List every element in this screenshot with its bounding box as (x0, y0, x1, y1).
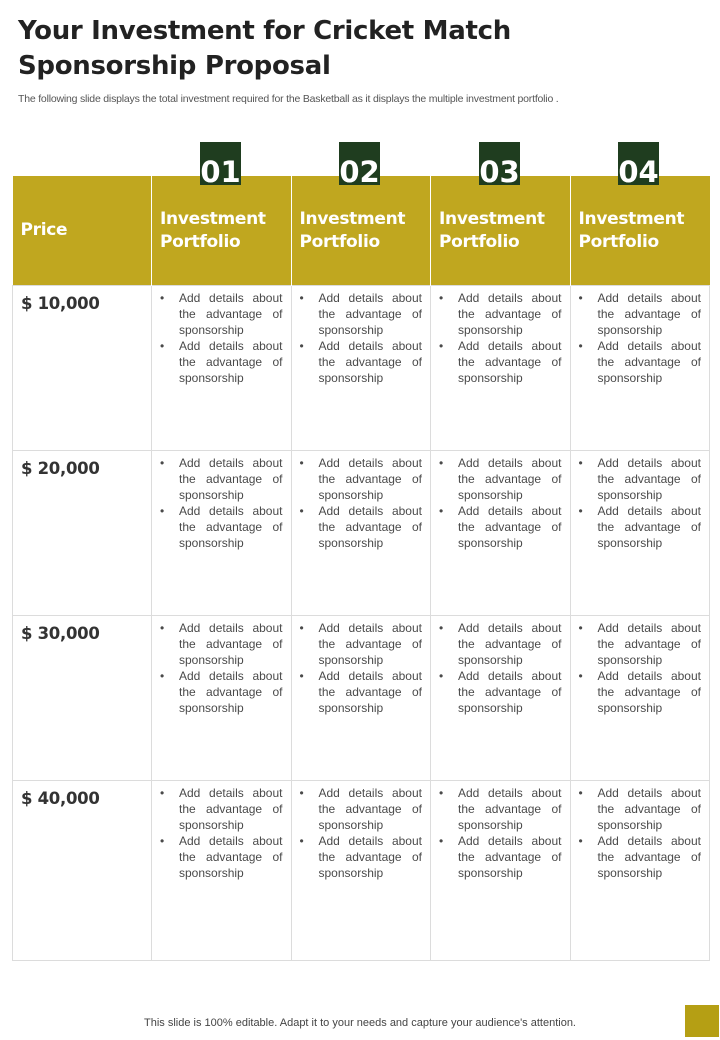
portfolio-column-header: Investment Portfolio (570, 176, 710, 285)
detail-bullet: • Add details about the advantage of sponsorship (439, 833, 562, 881)
detail-bullet: • Add details about the advantage of sponsorship (579, 620, 702, 668)
portfolio-column-header: Investment Portfolio (152, 176, 292, 285)
price-column-header: Price (13, 176, 152, 285)
page-subtitle: The following slide displays the total investment required for the Basketball as it displays the multiple investment portfolio . (18, 93, 559, 105)
detail-bullet: • Add details about the advantage of sponsorship (300, 455, 423, 503)
detail-cell (570, 285, 710, 450)
detail-cell (431, 450, 571, 615)
detail-cell (152, 285, 292, 450)
detail-bullet: • Add details about the advantage of sponsorship (579, 833, 702, 881)
detail-cell (291, 780, 431, 960)
price-cell: $ 30,000 (13, 615, 152, 780)
detail-bullet: • Add details about the advantage of sponsorship (439, 290, 562, 338)
detail-bullet: • Add details about the advantage of sponsorship (439, 785, 562, 833)
table-row (13, 285, 710, 450)
table-header-row (13, 176, 710, 285)
table-row (13, 780, 710, 960)
detail-bullet: • Add details about the advantage of sponsorship (160, 620, 283, 668)
price-cell: $ 20,000 (13, 450, 152, 615)
detail-bullet: • Add details about the advantage of sponsorship (160, 668, 283, 716)
detail-bullet: • Add details about the advantage of sponsorship (160, 290, 283, 338)
detail-bullet: • Add details about the advantage of sponsorship (160, 455, 283, 503)
portfolio-column-header: Investment Portfolio (291, 176, 431, 285)
price-cell: $ 40,000 (13, 780, 152, 960)
detail-bullet: • Add details about the advantage of sponsorship (579, 785, 702, 833)
detail-cell (431, 615, 571, 780)
corner-accent-square (685, 1005, 719, 1037)
detail-bullet: • Add details about the advantage of sponsorship (300, 668, 423, 716)
detail-bullet: • Add details about the advantage of sponsorship (579, 455, 702, 503)
detail-cell (570, 450, 710, 615)
detail-bullet: • Add details about the advantage of sponsorship (439, 668, 562, 716)
table-row (13, 450, 710, 615)
detail-bullet: • Add details about the advantage of sponsorship (160, 338, 283, 386)
detail-bullet: • Add details about the advantage of sponsorship (579, 338, 702, 386)
detail-bullet: • Add details about the advantage of sponsorship (439, 455, 562, 503)
detail-bullet: • Add details about the advantage of sponsorship (439, 620, 562, 668)
investment-table (12, 176, 710, 961)
column-number-badge: 02 (339, 142, 380, 185)
detail-cell (152, 615, 292, 780)
detail-cell (152, 450, 292, 615)
detail-bullet: • Add details about the advantage of sponsorship (160, 785, 283, 833)
detail-bullet: • Add details about the advantage of sponsorship (579, 668, 702, 716)
detail-bullet: • Add details about the advantage of sponsorship (300, 620, 423, 668)
detail-bullet: • Add details about the advantage of sponsorship (579, 503, 702, 551)
detail-bullet: • Add details about the advantage of sponsorship (300, 785, 423, 833)
detail-bullet: • Add details about the advantage of sponsorship (300, 290, 423, 338)
detail-cell (431, 780, 571, 960)
page-title: Your Investment for Cricket Match Sponsorship Proposal (18, 16, 511, 81)
detail-bullet: • Add details about the advantage of sponsorship (300, 338, 423, 386)
detail-bullet: • Add details about the advantage of sponsorship (439, 338, 562, 386)
detail-cell (431, 285, 571, 450)
column-number-badge: 03 (479, 142, 520, 185)
detail-cell (291, 450, 431, 615)
detail-bullet: • Add details about the advantage of sponsorship (579, 290, 702, 338)
detail-bullet: • Add details about the advantage of sponsorship (160, 833, 283, 881)
column-number-badge: 04 (618, 142, 659, 185)
table-row (13, 615, 710, 780)
footer-note: This slide is 100% editable. Adapt it to your needs and capture your audience's attention. (144, 1017, 576, 1029)
detail-bullet: • Add details about the advantage of sponsorship (300, 833, 423, 881)
detail-bullet: • Add details about the advantage of sponsorship (300, 503, 423, 551)
price-cell: $ 10,000 (13, 285, 152, 450)
detail-bullet: • Add details about the advantage of sponsorship (439, 503, 562, 551)
detail-cell (152, 780, 292, 960)
detail-cell (570, 780, 710, 960)
detail-cell (291, 615, 431, 780)
detail-cell (570, 615, 710, 780)
detail-cell (291, 285, 431, 450)
portfolio-column-header: Investment Portfolio (431, 176, 571, 285)
column-number-badge: 01 (200, 142, 241, 185)
detail-bullet: • Add details about the advantage of sponsorship (160, 503, 283, 551)
